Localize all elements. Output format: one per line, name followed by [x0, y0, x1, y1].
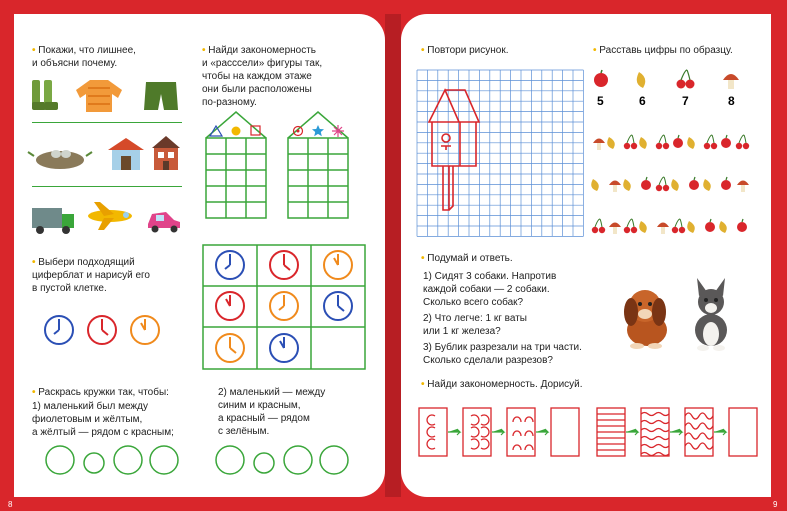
clock-icon-orange — [324, 251, 352, 279]
clock-icon-blue — [270, 334, 298, 362]
task-color-circles-part2: 2) маленький — между синим и красным, а красный — рядом с зелёным. — [218, 387, 326, 437]
leaf-icon — [623, 179, 631, 191]
star-icon — [312, 125, 324, 136]
birdhouse-drawing — [429, 90, 479, 210]
triangle-icon — [210, 126, 222, 136]
yellow-circle-icon — [232, 127, 241, 136]
cherries-icon — [677, 70, 695, 89]
icon-rows — [593, 120, 753, 240]
circle-small — [254, 453, 274, 473]
leaf-icon — [687, 221, 695, 233]
clock-grid — [202, 244, 366, 370]
clock-icon-red — [270, 251, 298, 279]
question-1: 1) Сидят 3 собаки. Напротив каждой собаки — 2 собаки. Сколько всего собак? — [423, 271, 557, 308]
empty-pattern-box — [551, 408, 579, 456]
circle-large — [320, 446, 348, 474]
leaf-icon — [639, 221, 647, 233]
task-clock-pick-text: • Выбери подходящий циферблат и нарисуй его в пустой клетке. — [32, 257, 150, 294]
asterisk-icon — [332, 125, 344, 137]
airplane-icon — [88, 202, 132, 230]
cherries-icon — [672, 219, 685, 233]
digit: 7 — [682, 94, 689, 108]
clock-icon-red — [216, 292, 244, 320]
nest-icon — [28, 150, 92, 169]
cherries-icon — [656, 177, 669, 191]
circles-set-1 — [44, 444, 184, 480]
cherries-icon — [624, 219, 637, 233]
shorts-icon — [144, 82, 178, 110]
cherries-icon — [736, 135, 749, 149]
leaf-icon — [719, 221, 727, 233]
truck-icon — [32, 208, 74, 234]
circle-large — [150, 446, 178, 474]
boots-icon — [32, 80, 58, 110]
arrow-icons — [448, 429, 726, 435]
dogs-illustration — [613, 276, 743, 354]
question-2: 2) Что легче: 1 кг ваты или 1 кг железа? — [423, 313, 527, 337]
gray-dog-icon — [695, 278, 727, 351]
target-icon — [294, 127, 303, 136]
task-think-title: • Подумай и ответь. — [421, 253, 513, 264]
clothes-row — [28, 76, 178, 116]
clock-icon-orange — [216, 334, 244, 362]
sweater-icon — [76, 80, 122, 112]
circle-small — [84, 453, 104, 473]
mushroom-icon — [609, 181, 621, 193]
cherries-icon — [624, 135, 637, 149]
empty-cell — [312, 328, 364, 368]
apple-icon — [705, 219, 715, 232]
mushroom-icon — [609, 223, 621, 235]
leaf-icon — [687, 137, 695, 149]
book-gutter — [385, 14, 401, 497]
page-number-right: 9 — [773, 500, 778, 509]
leaf-icon — [671, 179, 679, 191]
drawing-grid — [417, 70, 583, 246]
pattern-sequences — [415, 404, 765, 464]
leaf-icon — [607, 137, 615, 149]
clock-icon-blue — [324, 292, 352, 320]
apple-icon — [641, 177, 651, 190]
empty-pattern-box — [729, 408, 757, 456]
task-color-circles-part1: 1) маленький был между фиолетовым и жёлтым, а жёлтый — рядом с красным; — [32, 401, 174, 438]
cherries-icon — [592, 219, 605, 233]
house-icon — [152, 136, 180, 170]
task-settle-shapes-text: • Найди закономерность и «расссели» фигуры так, чтобы на каждом этаже они были расположены по-разному. — [202, 45, 323, 108]
apartment-houses — [204, 110, 374, 220]
mushroom-icon — [593, 139, 605, 151]
circles-set-2 — [214, 444, 354, 480]
circle-large — [216, 446, 244, 474]
clock-icon-orange — [270, 292, 298, 320]
clock-icon-blue — [45, 316, 73, 344]
leaf-icon — [591, 179, 599, 191]
mushroom-icon — [657, 223, 669, 235]
clock-options — [42, 314, 172, 348]
circle-large — [114, 446, 142, 474]
car-icon — [148, 212, 180, 233]
clock-icon-orange — [131, 316, 159, 344]
task-repeat-drawing-text: • Повтори рисунок. — [421, 45, 509, 56]
apple-icon — [737, 219, 747, 232]
leaf-icon — [637, 72, 646, 88]
task-odd-one-out-text: • Покажи, что лишнее, и объясни почему. — [32, 45, 136, 69]
homes-row — [28, 134, 178, 174]
leaf-icon — [639, 137, 647, 149]
mushroom-icon — [737, 181, 749, 193]
digit: 5 — [597, 94, 604, 108]
mushroom-icon — [723, 74, 739, 89]
clock-icon-red — [88, 316, 116, 344]
divider-line — [32, 186, 182, 187]
vehicles-row — [28, 198, 178, 238]
digit: 8 — [728, 94, 735, 108]
left-page — [14, 14, 385, 497]
sample-icons — [593, 68, 753, 92]
cherries-icon — [656, 135, 669, 149]
apple-icon — [673, 135, 683, 148]
digit: 6 — [639, 94, 646, 108]
doghouse-icon — [108, 138, 144, 170]
apple-icon — [689, 177, 699, 190]
circle-large — [284, 446, 312, 474]
brown-dog-icon — [624, 290, 667, 349]
task-color-circles-intro: • Раскрась кружки так, чтобы: — [32, 387, 169, 398]
apple-icon — [594, 70, 608, 87]
cherries-icon — [704, 135, 717, 149]
apple-icon — [721, 135, 731, 148]
right-page — [401, 14, 771, 497]
apple-icon — [721, 177, 731, 190]
page-number-left: 8 — [8, 500, 13, 509]
circle-large — [46, 446, 74, 474]
question-3: 3) Бублик разрезали на три части. Сколько сделали разрезов? — [423, 342, 582, 366]
task-pattern-text: • Найди закономерность. Дорисуй. — [421, 379, 583, 390]
divider-line — [32, 122, 182, 123]
square-icon — [251, 126, 260, 135]
task-place-digits-text: • Расставь цифры по образцу. — [593, 45, 733, 56]
clock-icon-blue — [216, 251, 244, 279]
leaf-icon — [703, 179, 711, 191]
